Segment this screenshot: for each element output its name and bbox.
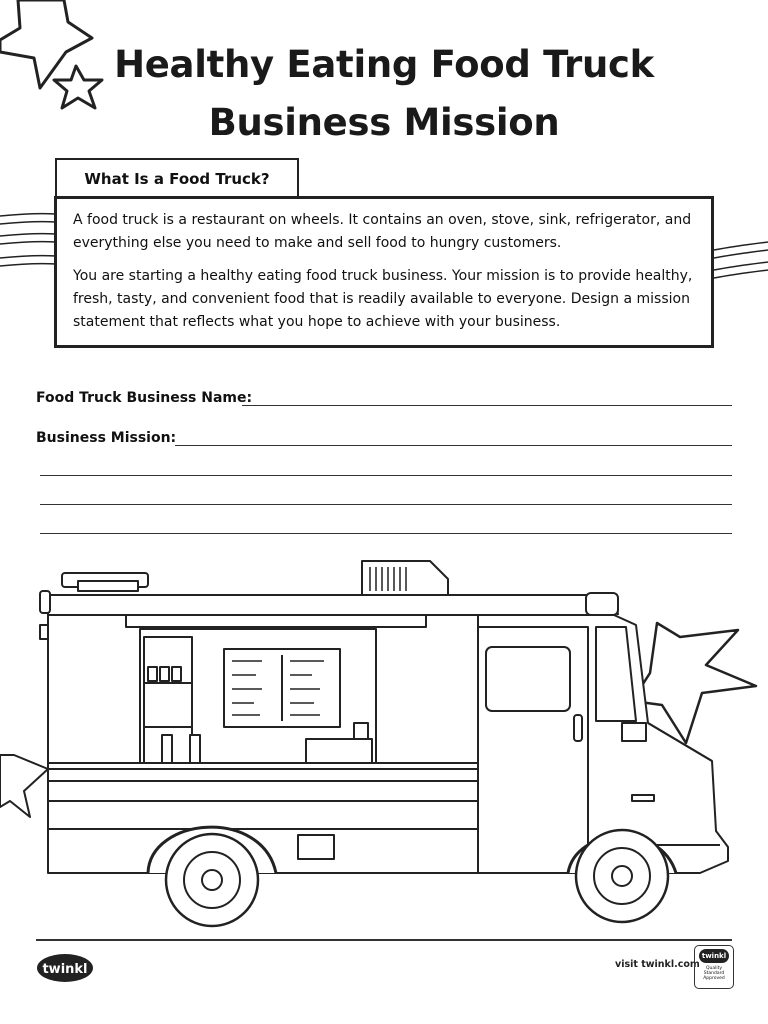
business-mission-label: Business Mission: <box>36 430 177 446</box>
business-mission-line-1[interactable] <box>175 445 732 446</box>
info-paragraph-1: A food truck is a restaurant on wheels. It contains an oven, stove, sink, refrigerator, and everything else you need to make and sell food to hungry customers. <box>73 212 692 251</box>
info-box <box>54 196 714 348</box>
food-truck-illustration <box>0 555 768 935</box>
twinkl-logo <box>36 951 94 983</box>
business-name-label: Food Truck Business Name: <box>36 390 253 406</box>
business-mission-line-3[interactable] <box>40 504 732 505</box>
badge-text: Quality Standard Approved <box>703 966 725 981</box>
quality-badge <box>694 945 734 989</box>
info-tab: What Is a Food Truck? <box>55 158 299 196</box>
business-name-line[interactable] <box>242 405 732 406</box>
footer-divider <box>36 939 732 941</box>
badge-brand: twinkl <box>699 949 729 963</box>
info-paragraph-2: You are starting a healthy eating food truck business. Your mission is to provide healthy, fresh, tasty, and convenient food that is readily available to everyone. Design a mission statement that reflects what you hope to achieve with your business. <box>73 268 693 330</box>
page-title <box>0 36 768 152</box>
visit-link[interactable]: visit twinkl.com <box>615 959 700 970</box>
title-line-2: Business Mission <box>208 101 560 144</box>
title-line-1: Healthy Eating Food Truck <box>114 43 654 86</box>
business-mission-line-2[interactable] <box>40 475 732 476</box>
business-mission-line-4[interactable] <box>40 533 732 534</box>
logo-text: twinkl <box>42 962 88 977</box>
